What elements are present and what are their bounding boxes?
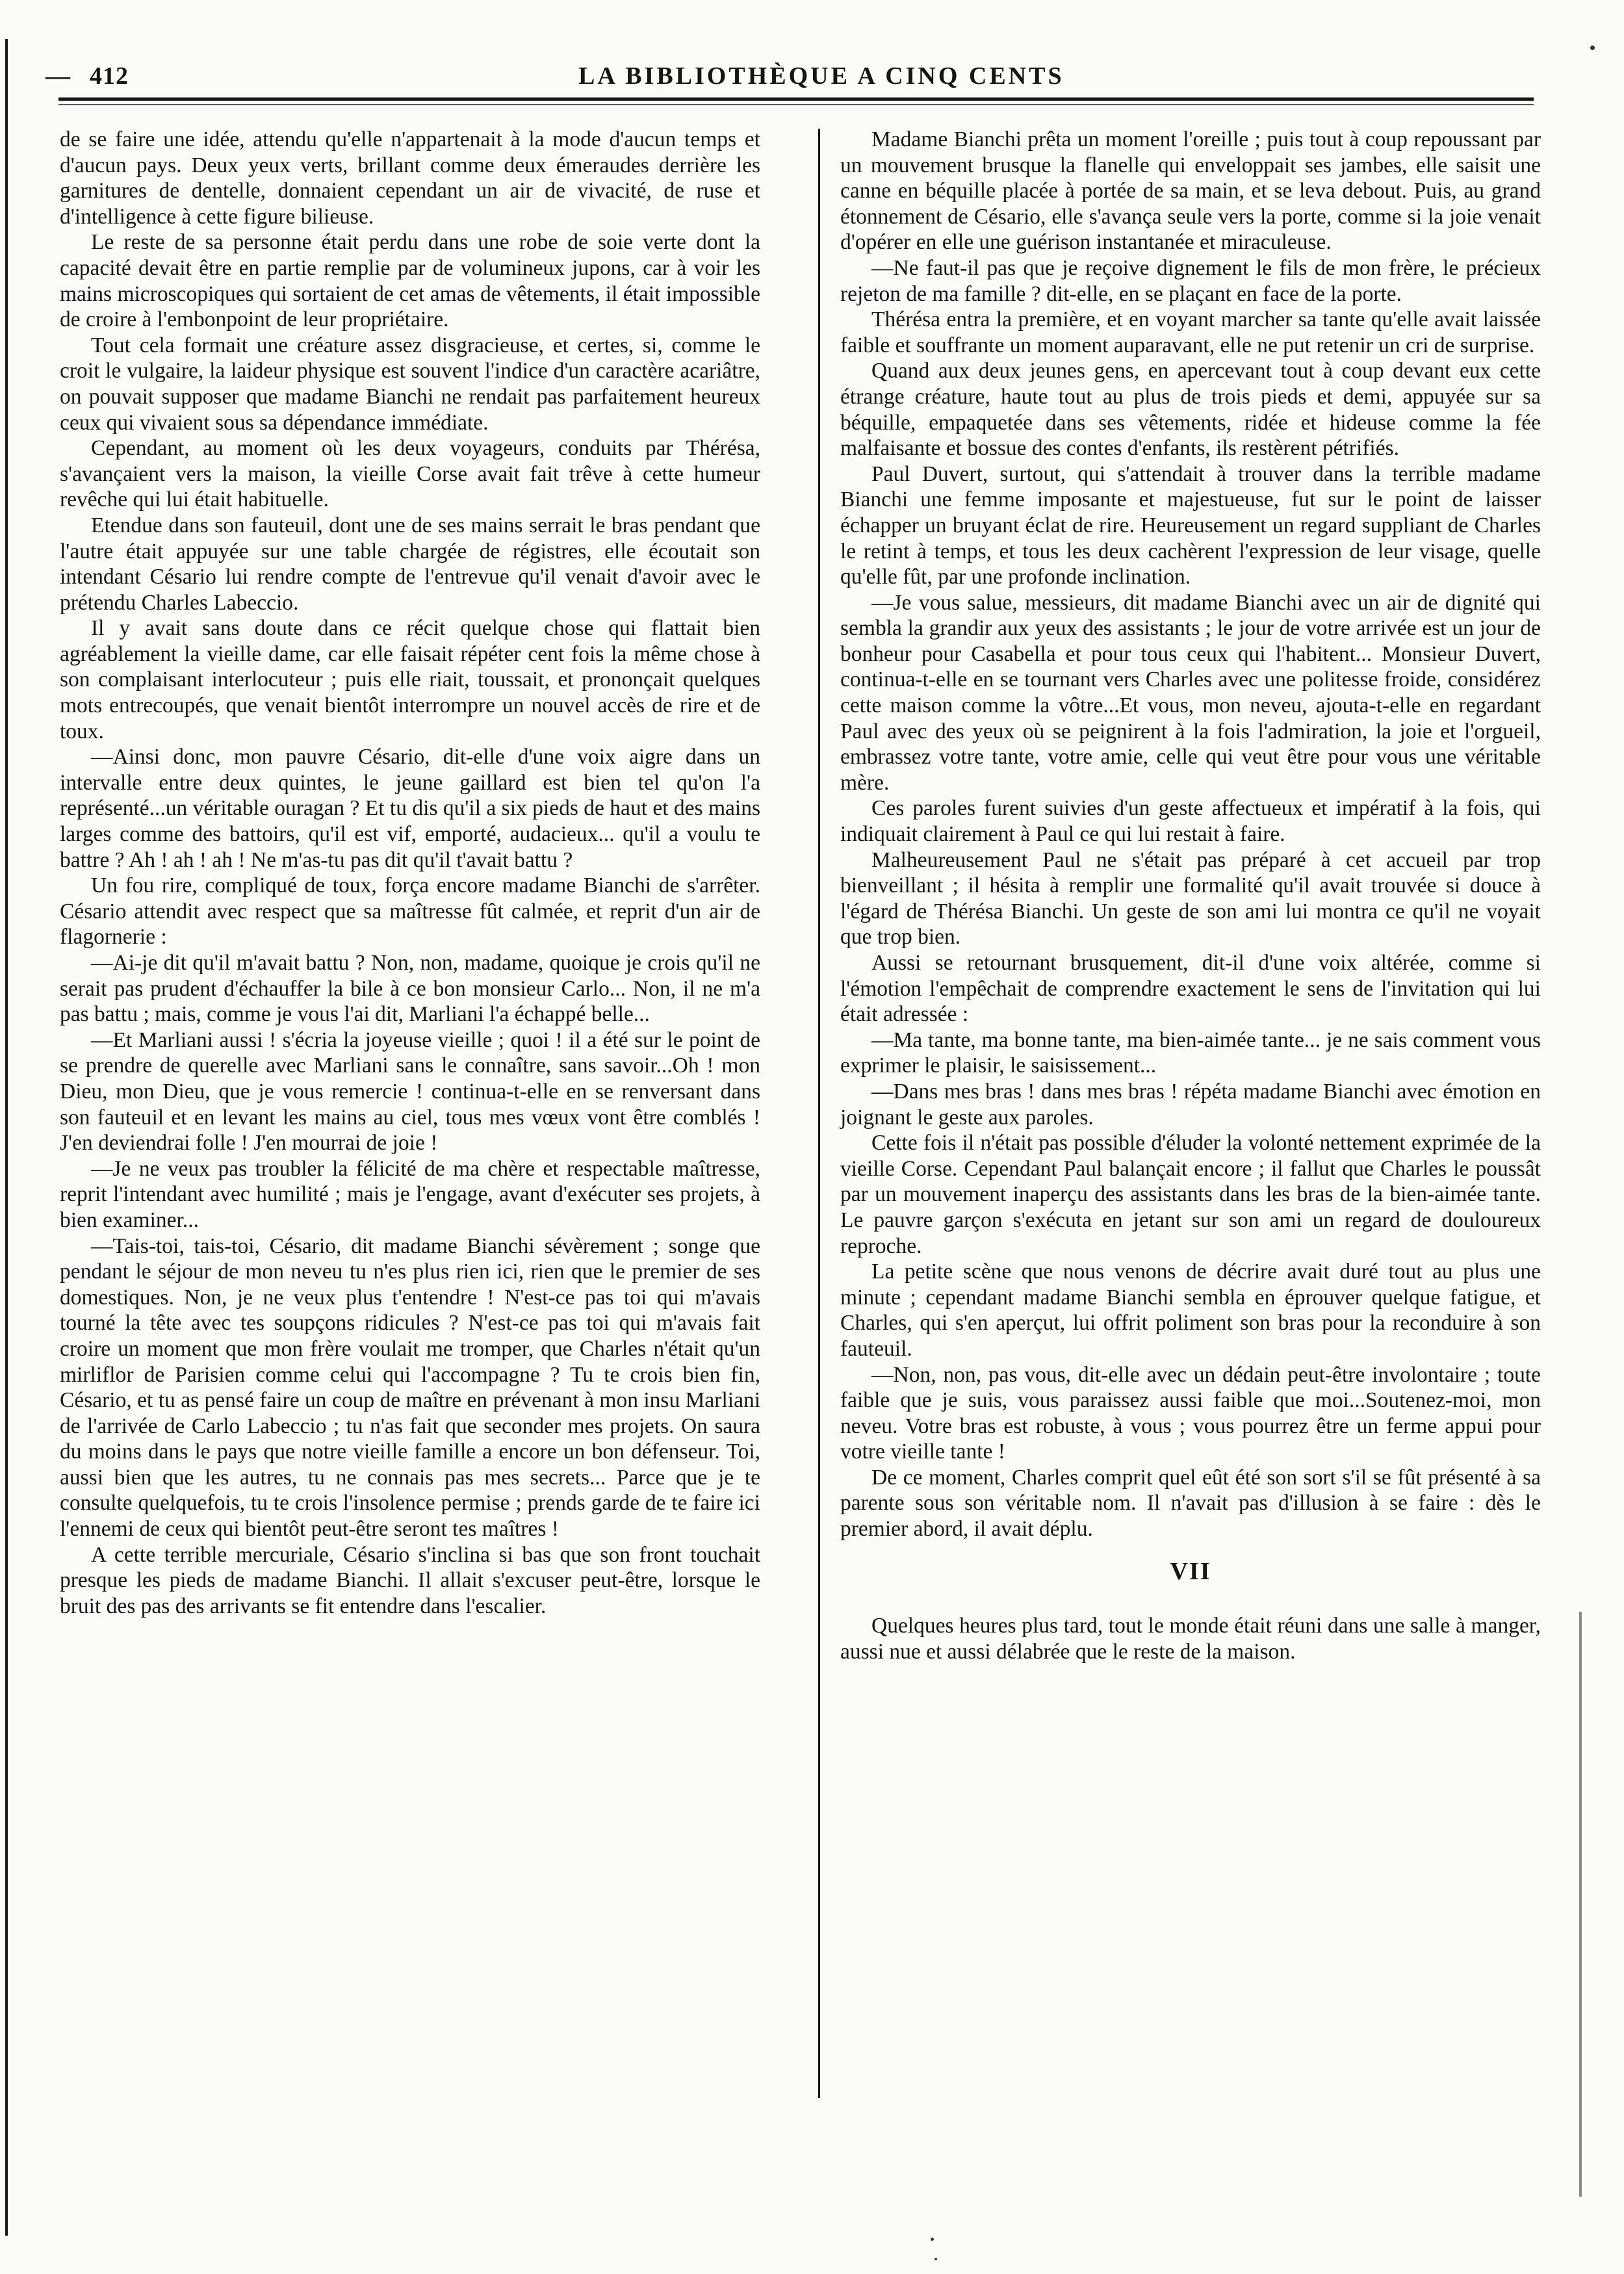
paragraph: Le reste de sa personne était perdu dans une robe de soie verte dont la capacité devait être en partie remplie par de volumineux jupons, car à voir les mains microscopiques qui sortaient de cet amas de vêtements, il était impossible de croire à l'embonpoint de leur propriétaire.	[60, 230, 760, 332]
paragraph: Un fou rire, compliqué de toux, força encore madame Bianchi de s'arrêter. Césario attendit avec respect que sa maîtresse fût calmée, et reprit d'un air de flagornerie :	[60, 873, 760, 950]
scan-edge-line	[5, 39, 8, 2236]
header-dash: —	[45, 62, 70, 90]
paragraph: Thérésa entra la première, et en voyant marcher sa tante qu'elle avait laissée faible et souffrante un moment auparavant, elle ne put retenir un cri de surprise.	[840, 307, 1541, 357]
paragraph: Etendue dans son fauteuil, dont une de ses mains serrait le bras pendant que l'autre était appuyée sur une table chargée de régistres, elle écoutait son intendant Césario lui rendre compte de l'entrevue qu'il venait d'avoir avec le prétendu Charles Labeccio.	[60, 513, 760, 615]
paragraph: —Ai-je dit qu'il m'avait battu ? Non, non, madame, quoique je crois qu'il ne serait pas prudent d'échauffer la bile à ce bon monsieur Carlo... Non, il ne m'a pas battu ; mais, comme je vous l'ai dit, Marliani l'a échappé belle...	[60, 951, 760, 1027]
scan-edge-shadow	[1579, 1612, 1582, 2197]
paragraph: Malheureusement Paul ne s'était pas préparé à cet accueil par trop bienveillant ; il hésita à remplir une formalité qu'il avait trouvée si douce à l'égard de Thérésa Bianchi. Un geste de son ami lui montra ce qu'il ne voyait que trop bien.	[840, 847, 1541, 950]
paragraph: Tout cela formait une créature assez disgracieuse, et certes, si, comme le croit le vulgaire, la laideur physique est souvent l'indice d'un caractère acariâtre, on pouvait supposer que madame Bianchi ne rendait pas parfaitement heureux ceux qui vivaient sous sa dépendance immédiate.	[60, 333, 760, 435]
paragraph: de se faire une idée, attendu qu'elle n'appartenait à la mode d'aucun temps et d'aucun pays. Deux yeux verts, brillant comme deux émeraudes derrière les garnitures de dentelle, donnaient cependant un air de vivacité, de ruse et d'intelligence à cette figure bilieuse.	[60, 127, 760, 229]
header-rule-thin	[58, 104, 1534, 105]
paragraph: —Ainsi donc, mon pauvre Césario, dit-elle d'une voix aigre dans un intervalle entre deux quintes, le jeune gaillard est bien tel qu'on l'a représenté...un véritable ouragan ? Et tu dis qu'il a six pieds de haut et des mains larges comme des battoirs, qu'il est vif, emporté, audacieux... qu'il a voulu te battre ? Ah ! ah ! ah ! Ne m'as-tu pas dit qu'il t'avait battu ?	[60, 745, 760, 872]
paragraph: De ce moment, Charles comprit quel eût été son sort s'il se fût présenté à sa parente sous son véritable nom. Il n'avait pas d'illusion à se faire : dès le premier abord, il avait déplu.	[840, 1465, 1541, 1542]
column-divider	[818, 129, 820, 2098]
paragraph: —Ne faut-il pas que je reçoive dignement le fils de mon frère, le précieux rejeton de ma famille ? dit-elle, en se plaçant en face de la porte.	[840, 255, 1541, 306]
paragraph: —Je ne veux pas troubler la félicité de ma chère et respectable maîtresse, reprit l'intendant avec humilité ; mais je l'engage, avant d'exécuter ses projets, à bien examiner...	[60, 1156, 760, 1232]
paragraph: Ces paroles furent suivies d'un geste affectueux et impératif à la fois, qui indiquait clairement à Paul ce qui lui restait à faire.	[840, 796, 1541, 847]
paragraph: La petite scène que nous venons de décrire avait duré tout au plus une minute ; cependant madame Bianchi sembla en éprouver quelque fatigue, et Charles, qui s'en aperçut, lui offrit poliment son bras pour la reconduire à son fauteuil.	[840, 1260, 1541, 1361]
right-column	[840, 127, 1541, 1664]
ink-speck	[1590, 45, 1595, 50]
ink-speck	[931, 2238, 934, 2241]
paragraph: Paul Duvert, surtout, qui s'attendait à trouver dans la terrible madame Bianchi une femme imposante et majestueuse, fut sur le point de laisser échapper un bruyant éclat de rire. Heureusement un regard suppliant de Charles le retint à temps, et tous les deux cachèrent l'expression de leur visage, quelle qu'elle fût, par une profonde inclination.	[840, 461, 1541, 589]
left-column	[60, 127, 760, 1619]
paragraph: —Je vous salue, messieurs, dit madame Bianchi avec un air de dignité qui sembla la grandir aux yeux des assistants ; le jour de votre arrivée est un jour de bonheur pour Casabella et pour tous ceux qui l'habitent... Monsieur Duvert, continua-t-elle en se tournant vers Charles avec une politesse froide, considérez cette maison comme la vôtre...Et vous, mon neveu, ajouta-t-elle en regardant Paul avec des yeux où se peignirent à la fois l'admiration, la joie et l'orgueil, embrassez votre tante, votre amie, celle qui veut être pour vous une véritable mère.	[840, 590, 1541, 795]
paragraph: —Dans mes bras ! dans mes bras ! répéta madame Bianchi avec émotion en joignant le geste aux paroles.	[840, 1079, 1541, 1130]
chapter-heading: VII	[1170, 1557, 1211, 1585]
paragraph: —Non, non, pas vous, dit-elle avec un dédain peut-être involontaire ; toute faible que je suis, vous paraissez aussi faible que moi...Soutenez-moi, mon neveu. Votre bras est robuste, à vous ; vous pourrez être un ferme appui pour votre vieille tante !	[840, 1362, 1541, 1464]
paragraph: Il y avait sans doute dans ce récit quelque chose qui flattait bien agréablement la vieille dame, car elle faisait répéter cent fois la même chose à son complaisant interlocuteur ; puis elle riait, toussait, et prononçait quelques mots entrecoupés, que venait bientôt interrompre un nouvel accès de rire et de toux.	[60, 616, 760, 743]
paragraph: Cette fois il n'était pas possible d'éluder la volonté nettement exprimée de la vieille Corse. Cependant Paul balançait encore ; il fallut que Charles le poussât par un mouvement inaperçu des assistants dans les bras de la bien-aimée tante. Le pauvre garçon s'exécuta en jetant sur son ami un regard de douloureux reproche.	[840, 1131, 1541, 1258]
running-title: LA BIBLIOTHÈQUE A CINQ CENTS	[578, 62, 1064, 90]
paragraph: Cependant, au moment où les deux voyageurs, conduits par Thérésa, s'avançaient vers la maison, la vieille Corse avait fait trêve à cette humeur revêche qui lui était habituelle.	[60, 436, 760, 512]
paragraph: Aussi se retournant brusquement, dit-il d'une voix altérée, comme si l'émotion l'empêchait de comprendre exactement le sens de l'invitation qui lui était adressée :	[840, 951, 1541, 1027]
paragraph: —Et Marliani aussi ! s'écria la joyeuse vieille ; quoi ! il a été sur le point de se prendre de querelle avec Marliani sans le connaître, sans savoir...Oh ! mon Dieu, mon Dieu, que je vous remercie ! continua-t-elle en se renversant dans son fauteuil et en levant les mains au ciel, tous mes vœux vont être comblés ! J'en deviendrai folle ! J'en mourrai de joie !	[60, 1027, 760, 1156]
paragraph: —Ma tante, ma bonne tante, ma bien-aimée tante... je ne sais comment vous exprimer le plaisir, le saisissement...	[840, 1027, 1541, 1078]
header-rule	[58, 97, 1534, 101]
paragraph: —Tais-toi, tais-toi, Césario, dit madame Bianchi sévèrement ; songe que pendant le séjour de mon neveu tu n'es plus rien ici, rien que le premier de ses domestiques. Non, je ne veux plus t'entendre ! N'est-ce pas toi qui m'avais tourné la tête avec tes soupçons ridicules ? N'est-ce pas toi qui m'avais fait croire un moment que mon frère voulait me tromper, que Charles n'était qu'un mirliflor de Parisien comme celui qui l'accompagne ? Tu te crois bien fin, Césario, et tu as pensé faire un coup de maître en prévenant à mon insu Marliani de l'arrivée de Carlo Labeccio ; tu n'as fait que seconder mes projets. On saura du moins dans le pays que notre vieille famille a encore un bon défenseur. Toi, aussi bien que les autres, tu ne connais pas mes secrets... Parce que je te consulte quelquefois, tu te crois l'insolence permise ; prends garde de te faire ici l'ennemi de ceux qui bientôt peut-être seront tes maîtres !	[60, 1234, 760, 1542]
page-number: 412	[90, 62, 129, 90]
paragraph: Quand aux deux jeunes gens, en apercevant tout à coup devant eux cette étrange créature, haute tout au plus de trois pieds et demi, appuyée sur sa béquille, empaquetée dans ses vêtements, ridée et hideuse comme la fée malfaisante et bossue des contes d'enfants, ils restèrent pétrifiés.	[840, 359, 1541, 461]
page-header	[45, 62, 1410, 90]
paragraph: A cette terrible mercuriale, Césario s'inclina si bas que son front touchait presque les pieds de madame Bianchi. Il allait s'excuser peut-être, lorsque le bruit des pas des arrivants se fit entendre dans l'escalier.	[60, 1542, 760, 1618]
paragraph: Quelques heures plus tard, tout le monde était réuni dans une salle à manger, aussi nue et aussi délabrée que le reste de la maison.	[840, 1614, 1541, 1664]
ink-speck	[934, 2258, 937, 2260]
paragraph: Madame Bianchi prêta un moment l'oreille ; puis tout à coup repoussant par un mouvement brusque la flanelle qui enveloppait ses jambes, elle saisit une canne en béquille placée à portée de sa main, et se leva debout. Puis, au grand étonnement de Césario, elle s'avança seule vers la porte, comme si la joie venait d'opérer en elle une guérison instantanée et miraculeuse.	[840, 127, 1541, 255]
